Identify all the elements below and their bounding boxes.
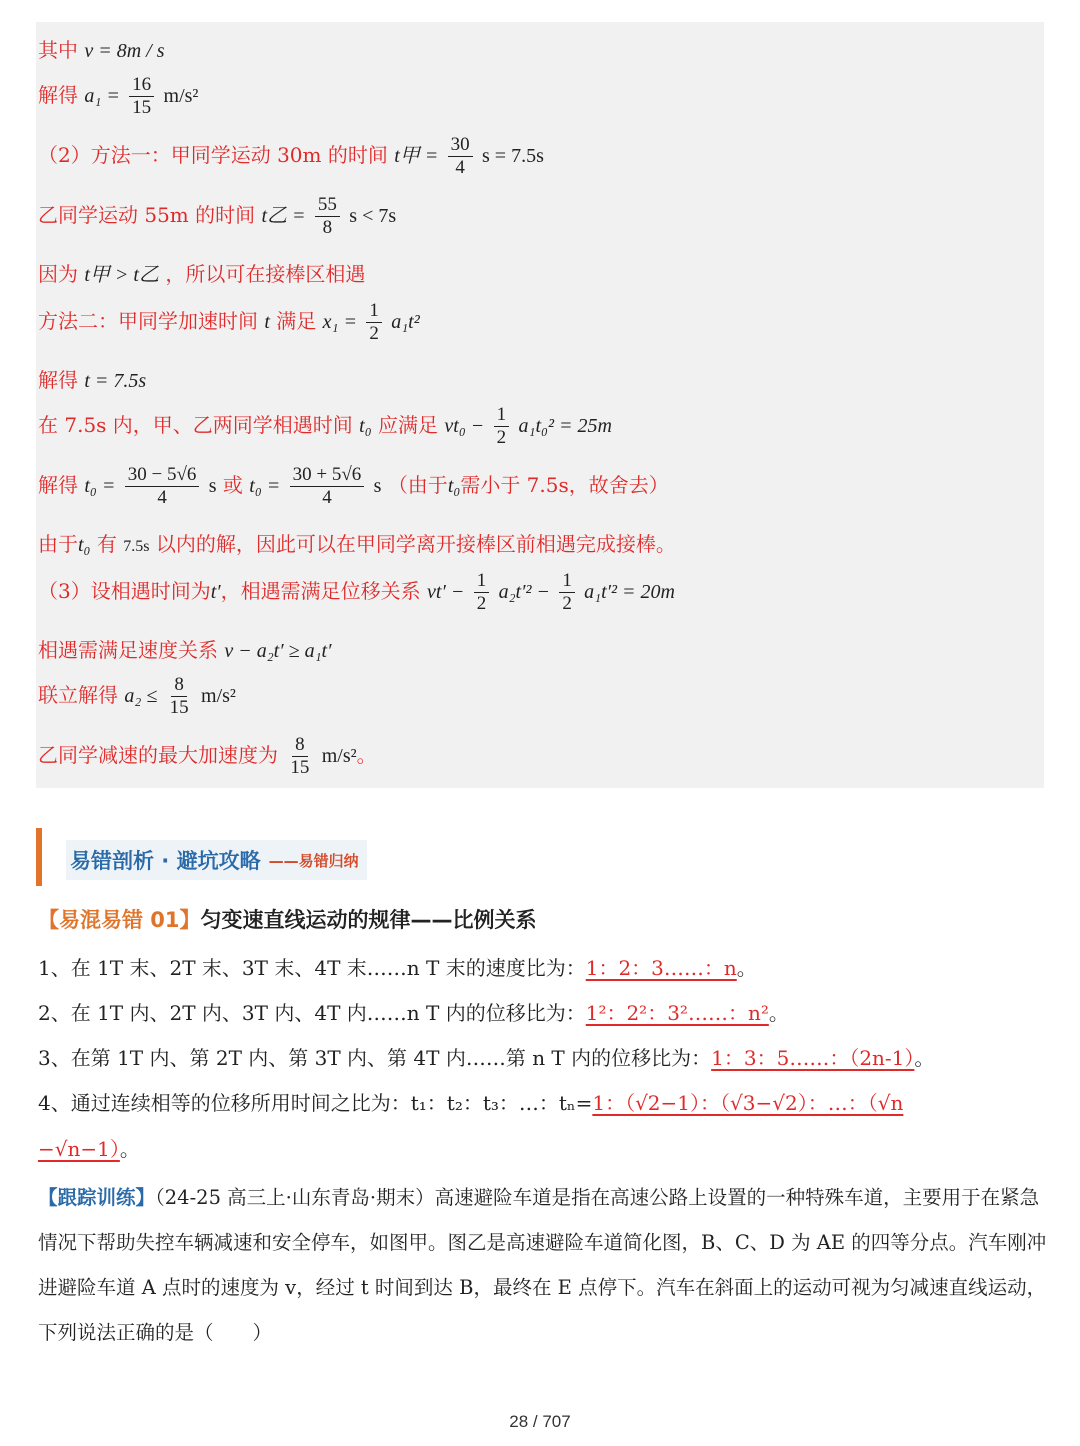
topic-heading — [38, 904, 537, 934]
sol-line-8: 在 7.5s 内，甲、乙两同学相遇时间 t₀ 应满足 vt₀ − $\frac{1}{2}$ a₁t₀² = 25m — [38, 404, 612, 448]
sol-line-7: 解得 t = 7.5s — [38, 368, 147, 392]
page-number: 28 / 707 — [509, 1412, 571, 1431]
training-tag: 【跟踪训练】 — [38, 1186, 156, 1209]
sol-line-1: 其中 v = 8m / s — [38, 38, 165, 62]
section-title: 易错剖析 · 避坑攻略 ——易错归纳 — [66, 840, 367, 880]
rule-item-4: 4、通过连续相等的位移所用时间之比为：t₁：t₂：t₃：…：tₙ=1：（√2−1）：（√3−√2）：…：（√n — [38, 1091, 904, 1115]
rule-item-4-cont: −√n−1）。 — [38, 1137, 140, 1161]
sol-line-11: （3）设相遇时间为t′，相遇需满足位移关系 vt′ − $\frac{1}{2}$ a₂t′² − $\frac{1}{2}$ a₁t′² = 20m — [38, 570, 675, 614]
training-text: （24-25 高三上·山东青岛·期末）高速避险车道是指在高速公路上设置的一种特殊车道，主要用于在紧急情况下帮助失控车辆减速和安全停车，如图甲。图乙是高速避险车道简化图，B、C、D 为 AE 的四等分点。汽车刚冲进避险车道 A 点时的速度为 v，经过 t 时间到达 B，最终在 E 点停下。汽车在斜面上的运动可视为匀减速直线运动，下列说法正确的是（ ） — [38, 1186, 1047, 1344]
sol-line-2: 解得 a₁ = $\frac{16}{15}$ m/s² — [38, 74, 199, 118]
sol-line-3: （2）方法一：甲同学运动 30m 的时间 t甲 = $\frac{30}{4}$ s = 7.5s — [38, 134, 544, 178]
section-accent-bar — [36, 828, 42, 886]
sol-line-13: 联立解得 a₂ ≤ $\frac{8}{15}$ m/s² — [38, 674, 236, 718]
topic-tag: 【易混易错 01】 — [38, 908, 201, 932]
sol-line-5: 因为 t甲 > t乙 ，所以可在接棒区相遇 — [38, 262, 366, 286]
sol-line-14: 乙同学减速的最大加速度为 $\frac{8}{15}$ m/s²。 — [38, 734, 377, 778]
sol-line-6: 方法二：甲同学加速时间 t 满足 x₁ = $\frac{1}{2}$ a₁t² — [38, 300, 420, 344]
sol-line-12: 相遇需满足速度关系 v − a₂t′ ≥ a₁t′ — [38, 638, 332, 662]
rule-item-3: 3、在第 1T 内、第 2T 内、第 3T 内、第 4T 内……第 n T 内的位移比为：1：3：5……：（2n-1）。 — [38, 1046, 935, 1070]
training-question — [38, 1175, 1048, 1355]
section-subtitle: ——易错归纳 — [268, 851, 359, 870]
rule-item-2: 2、在 1T 内、2T 内、3T 内、4T 内……n T 内的位移比为：1²：2²：3²……：n²。 — [38, 1001, 789, 1025]
sol-line-4: 乙同学运动 55m 的时间 t乙 = $\frac{55}{8}$ s < 7s — [38, 194, 397, 238]
rule-item-1: 1、在 1T 末、2T 末、3T 末、4T 末……n T 末的速度比为：1：2：3……：n。 — [38, 956, 757, 980]
topic-title: 匀变速直线运动的规律——比例关系 — [200, 908, 537, 932]
sol-line-9: 解得 t₀ = $\frac{30 - 5√6}{4}$ s 或 t₀ = $\frac{30 + 5√6}{4}$ s （由于t₀需小于 7.5s，故舍去） — [38, 464, 669, 508]
sol-line-10: 由于t₀ 有 7.5s 以内的解，因此可以在甲同学离开接棒区前相遇完成接棒。 — [38, 532, 676, 556]
